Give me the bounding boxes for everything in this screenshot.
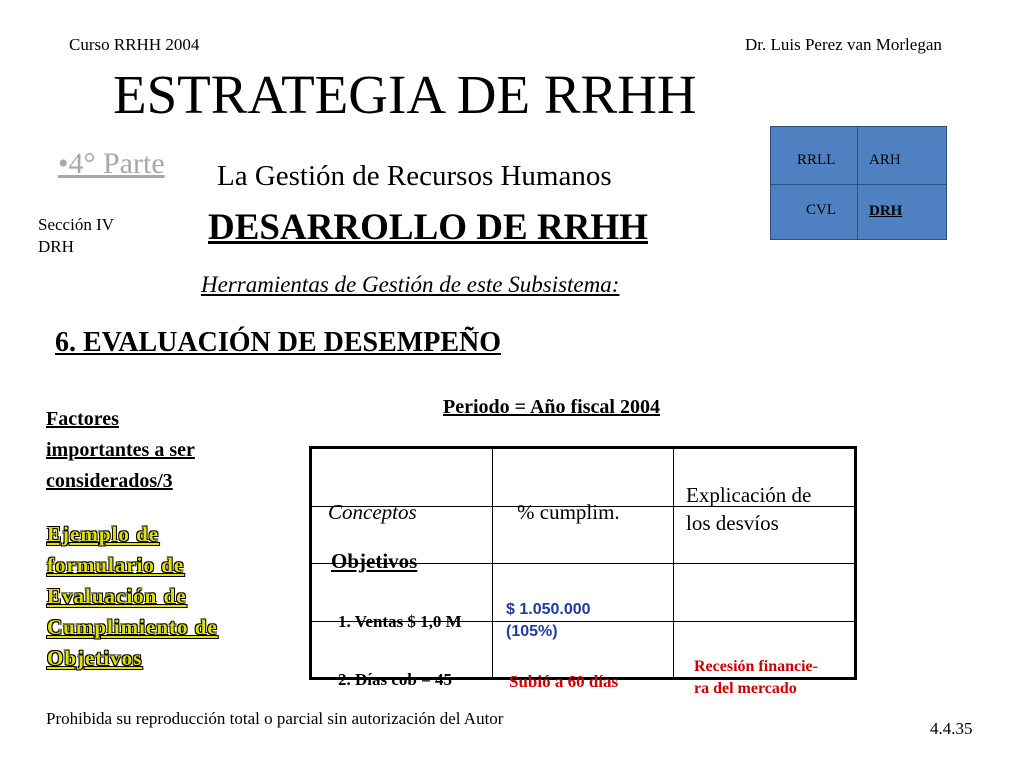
- section-label: [38, 214, 114, 258]
- ventas-concepto: 1. Ventas $ 1,0 M: [338, 611, 462, 631]
- part-label: •4° Parte: [58, 147, 165, 180]
- cell-ventas-explicacion: [674, 564, 856, 622]
- page-number: 4.4.35: [930, 719, 973, 738]
- section-heading: DESARROLLO DE RRHH: [208, 207, 648, 248]
- factors-note: [46, 404, 195, 497]
- dias-explicacion-line2: ra del mercado: [694, 679, 797, 697]
- matrix-arh: ARH: [869, 152, 901, 168]
- subsystem-matrix: [770, 126, 947, 240]
- copyright-footer: Prohibida su reproducción total o parcial sin autorización del Autor: [46, 709, 504, 728]
- evaluation-heading: 6. EVALUACIÓN DE DESEMPEÑO: [55, 327, 501, 358]
- header-author: Dr. Luis Perez van Morlegan: [745, 35, 942, 54]
- header-course: Curso RRHH 2004: [69, 35, 200, 54]
- dias-concepto: 2. Días cob = 45: [338, 669, 453, 689]
- example-line3: Evaluación de: [47, 584, 187, 608]
- header-explicacion-line2: los desvíos: [686, 510, 779, 535]
- factors-line1: Factores: [46, 408, 119, 430]
- example-line1: Ejemplo de: [47, 522, 160, 546]
- factors-line3: considerados/3: [46, 470, 173, 492]
- evaluation-table: [309, 446, 857, 697]
- factors-line2: importantes a ser: [46, 439, 195, 461]
- ventas-cumplim-percent: (105%): [506, 622, 558, 640]
- example-form-link[interactable]: [47, 519, 218, 674]
- header-cell-explicacion: [674, 448, 856, 535]
- header-cell-cumplim: [493, 448, 674, 524]
- matrix-drh: DRH: [869, 203, 903, 219]
- matrix-divider-vertical: [857, 127, 858, 239]
- dias-cumplim: Subió a 60 días: [509, 671, 619, 691]
- matrix-divider-horizontal: [771, 184, 946, 185]
- dias-explicacion-line1: Recesión financie-: [694, 657, 818, 675]
- header-cumplim: % cumplim.: [517, 499, 620, 524]
- example-line5: Objetivos: [47, 646, 143, 670]
- objetivos-label: Objetivos: [331, 549, 418, 573]
- header-cell-conceptos: [311, 448, 493, 524]
- matrix-rrll: RRLL: [797, 152, 836, 168]
- period-label: Periodo = Año fiscal 2004: [443, 396, 660, 418]
- slide-title: ESTRATEGIA DE RRHH: [113, 64, 697, 125]
- table-header-row: [311, 448, 856, 507]
- section-line1: Sección IV: [38, 215, 115, 234]
- subtitle-gestion: La Gestión de Recursos Humanos: [217, 160, 612, 192]
- tools-subheading: Herramientas de Gestión de este Subsistema:: [201, 272, 620, 297]
- section-line2: DRH: [38, 237, 74, 256]
- cell-ventas-cumplim: [493, 564, 674, 640]
- ventas-cumplim-amount: $ 1.050.000: [506, 600, 591, 618]
- example-line2: formulario de: [47, 553, 185, 577]
- matrix-cvl: CVL: [806, 202, 836, 218]
- header-conceptos: Conceptos: [328, 499, 417, 524]
- example-line4: Cumplimiento de: [47, 615, 218, 639]
- header-explicacion-line1: Explicación de: [686, 482, 812, 507]
- cell-dias-explicacion: [674, 622, 856, 697]
